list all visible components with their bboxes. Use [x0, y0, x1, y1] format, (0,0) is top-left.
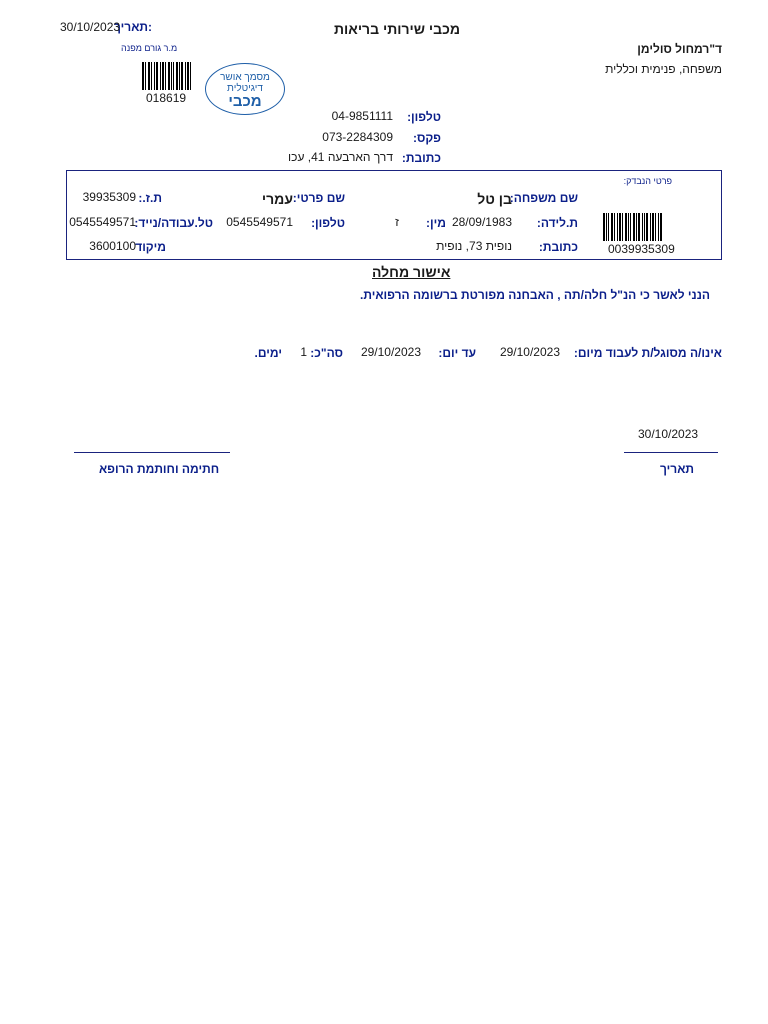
document-title: אישור מחלה	[372, 264, 451, 280]
sick-statement: הנני לאשר כי הנ"ל חלה/תה , האבחנה מפורטת ברשומה הרפואית.	[359, 288, 710, 302]
referrer-label: מ.ר גורם מפנה	[121, 43, 178, 53]
referrer-barcode	[142, 62, 191, 90]
total-label: סה"כ:	[310, 346, 343, 360]
birth-label: ת.לידה:	[536, 216, 578, 230]
until-date: 29/10/2023	[360, 345, 421, 359]
patient-address-value: נופית 73, נופית	[436, 239, 512, 253]
stamp-brand: מכבי	[228, 93, 262, 110]
last-name-label: שם משפחה:	[509, 191, 578, 205]
footer-date-label: תאריך	[660, 462, 695, 476]
work-phone-value: 0545549571	[69, 215, 136, 229]
days-label: ימים.	[254, 346, 282, 360]
id-label: ת.ז.:	[138, 191, 162, 205]
contact-phone-value: 04-9851111	[331, 109, 393, 123]
unfit-label: אינו/ה מסוגל/ת לעבוד מיום:	[573, 346, 722, 360]
contact-address-label: כתובת:	[401, 151, 441, 165]
date-value: 30/10/2023	[60, 20, 121, 34]
first-name-value: עמרי	[261, 191, 293, 207]
birth-value: 28/09/1983	[451, 215, 512, 229]
patient-section-title: פרטי הנבדק:	[623, 176, 672, 186]
doctor-name: ד"רמחול סולימן	[637, 42, 722, 56]
patient-barcode	[603, 213, 662, 241]
until-label: עד יום:	[438, 346, 476, 360]
footer-date-value: 30/10/2023	[638, 427, 699, 441]
gender-label: מין:	[426, 216, 446, 230]
contact-address-value: דרך הארבעה 41, עכו	[288, 150, 393, 164]
zip-value: 3600100	[89, 239, 136, 253]
zip-label: מיקוד	[135, 240, 166, 254]
date-label: תאריך:	[114, 20, 153, 34]
total-value: 1	[300, 345, 307, 359]
stamp-line2: דיגיטלית	[227, 83, 263, 94]
gender-value: ז	[395, 215, 399, 229]
doctor-signature-label: חתימה וחותמת הרופא	[99, 462, 220, 476]
digital-approval-stamp	[205, 63, 285, 115]
stamp-line1: מסמך אושר	[220, 72, 270, 83]
last-name-value: בן טל	[477, 191, 512, 207]
patient-address-label: כתובת:	[538, 240, 578, 254]
id-value: 39935309	[82, 190, 136, 204]
doctor-signature-line	[74, 452, 230, 453]
patient-phone-value: 0545549571	[226, 215, 293, 229]
org-title: מכבי שירותי בריאות	[334, 21, 461, 37]
from-date: 29/10/2023	[499, 345, 560, 359]
date-signature-line	[624, 452, 718, 453]
patient-barcode-number: 0039935309	[608, 242, 675, 256]
first-name-label: שם פרטי:	[292, 191, 345, 205]
patient-phone-label: טלפון:	[311, 216, 345, 230]
contact-fax-value: 073-2284309	[322, 130, 393, 144]
contact-phone-label: טלפון:	[407, 110, 441, 124]
referrer-code: 018619	[146, 91, 187, 105]
work-phone-label: טל.עבודה/נייד:	[134, 216, 213, 230]
doctor-specialty: משפחה, פנימית וכללית	[605, 62, 722, 76]
contact-fax-label: פקס:	[412, 131, 441, 145]
